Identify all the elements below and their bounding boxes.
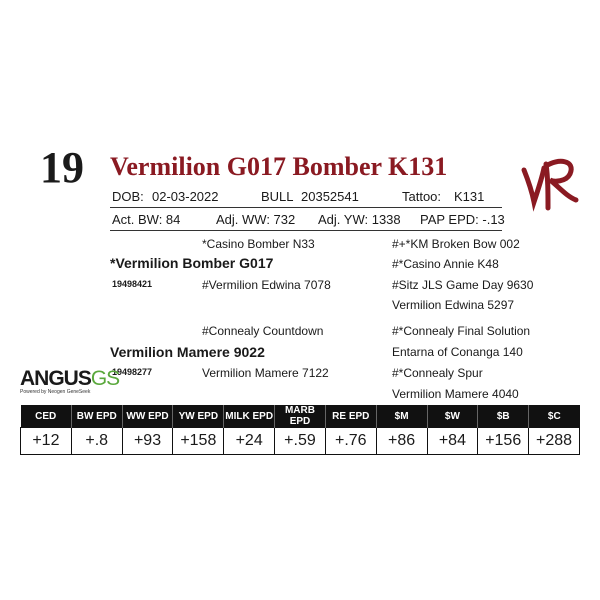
epd-value-m: +86 <box>376 428 427 455</box>
epd-header-yw: YW EPD <box>173 405 224 428</box>
dam-dam-sire: #*Connealy Spur <box>392 366 483 380</box>
pap-epd: PAP EPD: -.13 <box>420 212 505 227</box>
epd-value-ced: +12 <box>21 428 72 455</box>
epd-header-row <box>21 405 580 428</box>
dam-dam: Vermilion Mamere 7122 <box>202 366 329 380</box>
epd-value-marb: +.59 <box>275 428 326 455</box>
registration-number: 20352541 <box>301 189 359 204</box>
dob-label: DOB: <box>112 189 144 204</box>
epd-value-c: +288 <box>529 428 580 455</box>
dob-value: 02-03-2022 <box>152 189 219 204</box>
sire-registration: 19498421 <box>112 279 153 289</box>
epd-value-row <box>21 428 580 455</box>
logo-accent-text: GS <box>90 367 120 390</box>
dam-sire-sire: #*Connealy Final Solution <box>392 324 531 338</box>
logo-tagline: Powered by Neogen GeneSeek <box>20 389 91 395</box>
epd-value-w: +84 <box>427 428 478 455</box>
sex-value: BULL <box>261 189 294 204</box>
sire-name: *Vermilion Bomber G017 <box>110 255 274 271</box>
angus-gs-logo <box>20 368 119 395</box>
epd-header-m: $M <box>376 405 427 428</box>
epd-table <box>20 405 580 455</box>
epd-header-re: RE EPD <box>325 405 376 428</box>
epd-header-ced: CED <box>21 405 72 428</box>
sire-dam-sire: #Sitz JLS Game Day 9630 <box>392 278 534 292</box>
vr-brand-logo <box>518 150 580 212</box>
actual-bw: Act. BW: 84 <box>112 212 181 227</box>
epd-header-b: $B <box>478 405 529 428</box>
epd-header-marb: MARB EPD <box>275 405 326 428</box>
tattoo-value: K131 <box>454 189 485 204</box>
animal-name: Vermilion G017 Bomber K131 <box>110 152 448 181</box>
dam-sire-dam: Entarna of Conanga 140 <box>392 345 523 359</box>
dam-registration: 19498277 <box>112 367 153 377</box>
lot-number: 19 <box>40 143 84 192</box>
sire-sire-dam: #*Casino Annie K48 <box>392 257 499 271</box>
epd-value-ww: +93 <box>122 428 173 455</box>
epd-value-bw: +.8 <box>71 428 122 455</box>
epd-value-milk: +24 <box>224 428 275 455</box>
epd-header-c: $C <box>529 405 580 428</box>
epd-header-w: $W <box>427 405 478 428</box>
adjusted-ww: Adj. WW: 732 <box>216 212 296 227</box>
sire-sire: *Casino Bomber N33 <box>202 237 315 251</box>
info-divider-2 <box>110 230 502 231</box>
epd-header-bw: BW EPD <box>71 405 122 428</box>
epd-value-re: +.76 <box>325 428 376 455</box>
dam-name: Vermilion Mamere 9022 <box>110 344 265 360</box>
tattoo-label: Tattoo: <box>402 189 442 204</box>
dam-dam-dam: Vermilion Mamere 4040 <box>392 387 519 401</box>
adjusted-yw: Adj. YW: 1338 <box>318 212 401 227</box>
sire-sire-sire: #+*KM Broken Bow 002 <box>392 237 520 251</box>
sire-dam: #Vermilion Edwina 7078 <box>202 278 331 292</box>
dam-sire: #Connealy Countdown <box>202 324 324 338</box>
sire-dam-dam: Vermilion Edwina 5297 <box>392 298 515 312</box>
epd-header-ww: WW EPD <box>122 405 173 428</box>
info-divider-1 <box>110 207 502 208</box>
logo-main-text: ANGUS <box>20 367 91 390</box>
epd-value-b: +156 <box>478 428 529 455</box>
epd-value-yw: +158 <box>173 428 224 455</box>
epd-header-milk: MILK EPD <box>224 405 275 428</box>
